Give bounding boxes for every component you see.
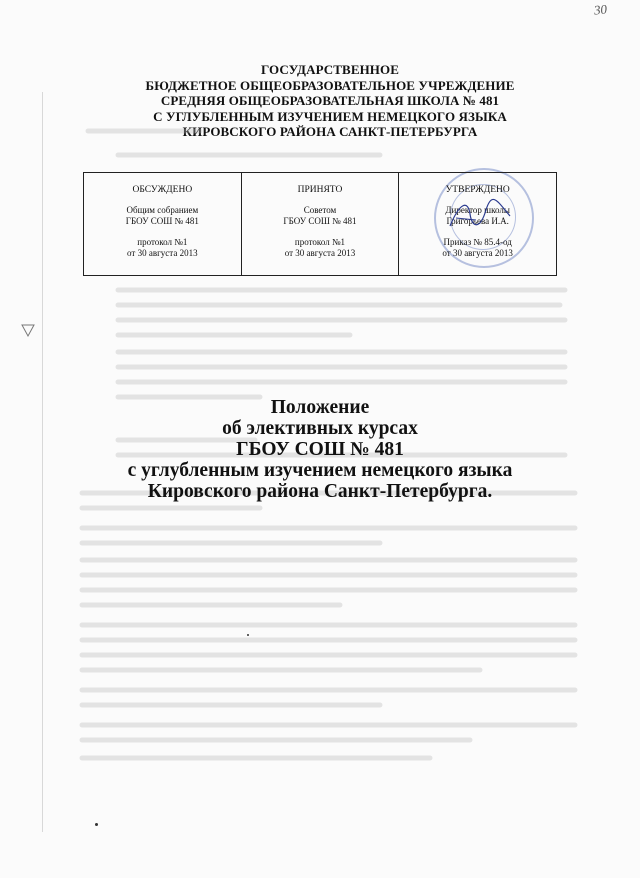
title-line-3: ГБОУ СОШ № 481 <box>236 439 404 460</box>
cell-title: ОБСУЖДЕНО <box>132 185 193 195</box>
header-line-2: БЮДЖЕТНОЕ ОБЩЕОБРАЗОВАТЕЛЬНОЕ УЧРЕЖДЕНИЕ <box>145 77 515 93</box>
cell-protocol: Приказ № 85.4-од <box>443 237 512 247</box>
cell-title: УТВЕРЖДЕНО <box>445 185 510 195</box>
header-line-4: С УГЛУБЛЕННЫМ ИЗУЧЕНИЕМ НЕМЕЦКОГО ЯЗЫКА <box>153 108 507 124</box>
cell-body-line: ГБОУ СОШ № 481 <box>283 216 357 226</box>
punch-mark-icon <box>21 324 35 338</box>
cell-body-line: Советом <box>303 205 337 215</box>
cell-body-line: Григорьева И.А. <box>446 216 509 226</box>
cell-body-line: ГБОУ СОШ № 481 <box>125 216 199 226</box>
document-title <box>90 397 550 502</box>
title-line-1: Положение <box>270 397 370 418</box>
cell-protocol: протокол №1 <box>294 237 346 247</box>
cell-date: от 30 августа 2013 <box>284 248 356 258</box>
cell-date: от 30 августа 2013 <box>127 248 198 258</box>
title-line-4: с углубленным изучением немецкого языка <box>127 460 513 481</box>
header-line-1: ГОСУДАРСТВЕННОЕ <box>261 62 399 77</box>
approval-cell-discussed <box>84 173 242 276</box>
speck <box>247 634 249 636</box>
cell-protocol: протокол №1 <box>137 237 188 247</box>
cell-date: от 30 августа 2013 <box>442 248 513 258</box>
approval-cell-accepted <box>241 173 399 276</box>
cell-title: ПРИНЯТО <box>297 185 343 195</box>
cell-body-line: Общим собранием <box>126 205 199 215</box>
page-number-handwritten: 30 <box>593 1 608 18</box>
title-line-2: об элективных курсах <box>222 418 418 439</box>
header-line-5: КИРОВСКОГО РАЙОНА САНКТ-ПЕТЕРБУРГА <box>182 124 478 139</box>
cell-body-line: Директор школы <box>445 205 510 215</box>
title-line-5: Кировского района Санкт-Петербурга. <box>147 481 493 502</box>
director-signature <box>446 196 516 236</box>
speck <box>95 823 98 826</box>
header-line-3: СРЕДНЯЯ ОБЩЕОБРАЗОВАТЕЛЬНАЯ ШКОЛА № 481 <box>160 93 500 108</box>
